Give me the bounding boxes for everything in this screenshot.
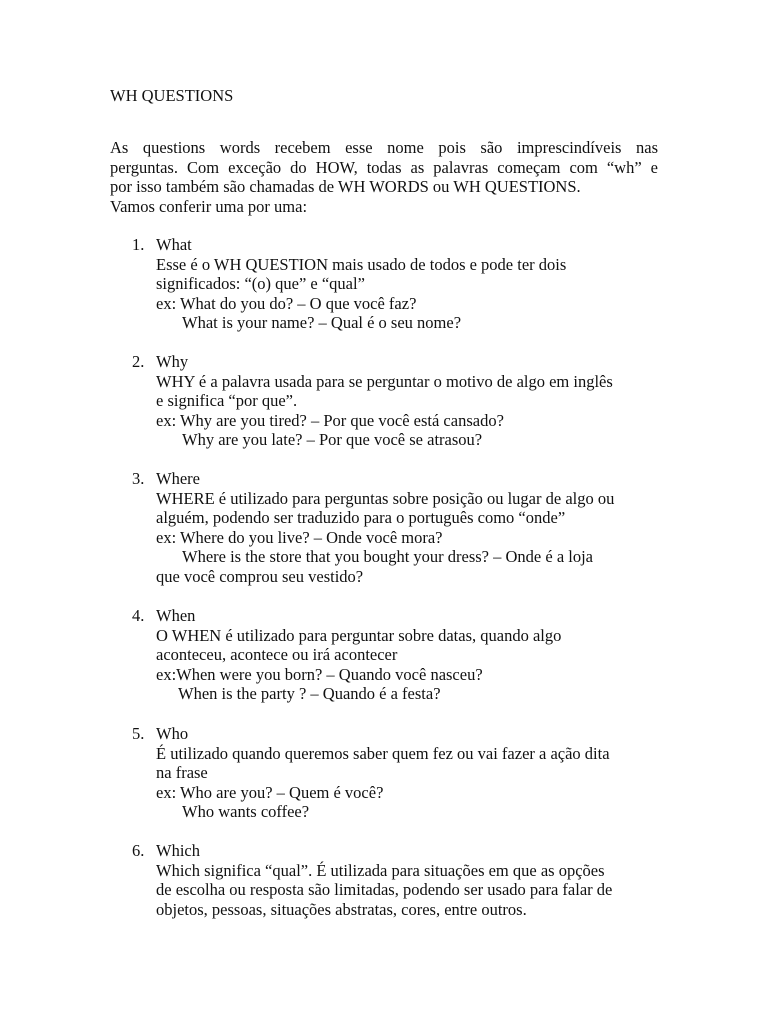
item-example: ex: Who are you? – Quem é você?: [156, 782, 384, 802]
item-line: aconteceu, acontece ou irá acontecer: [156, 645, 398, 665]
list-item-what: [110, 235, 670, 333]
item-example: que você comprou seu vestido?: [156, 566, 364, 586]
item-example: Where is the store that you bought your dress? – Onde é a loja: [182, 547, 594, 567]
list-item-why: [110, 352, 670, 450]
intro-paragraph: [110, 138, 658, 216]
list-item-when: [110, 606, 670, 704]
item-number: 1.: [132, 235, 145, 254]
page-title: WH QUESTIONS: [110, 86, 234, 105]
item-example: ex: What do you do? – O que você faz?: [156, 293, 417, 313]
intro-line: perguntas. Com exceção do HOW, todas as palavras começam com “wh” e: [110, 157, 658, 177]
item-word: Who: [156, 724, 189, 743]
item-number: 6.: [132, 841, 145, 860]
item-line: Esse é o WH QUESTION mais usado de todos e pode ter dois: [156, 254, 567, 274]
item-line: WHY é a palavra usada para se perguntar o motivo de algo em inglês: [156, 371, 613, 391]
list-item-who: [110, 724, 670, 822]
item-line: de escolha ou resposta são limitadas, podendo ser usado para falar de: [156, 880, 613, 900]
item-example: ex: Where do you live? – Onde você mora?: [156, 527, 443, 547]
list-item-where: [110, 469, 670, 587]
item-number: 5.: [132, 724, 145, 743]
item-example: Why are you late? – Por que você se atrasou?: [182, 430, 483, 450]
item-line: O WHEN é utilizado para perguntar sobre datas, quando algo: [156, 625, 562, 645]
intro-line: As questions words recebem esse nome pois são imprescindíveis nas: [110, 138, 658, 157]
item-line: É utilizado quando queremos saber quem fez ou vai fazer a ação dita: [156, 743, 610, 763]
intro-line: por isso também são chamadas de WH WORDS ou WH QUESTIONS.: [110, 177, 581, 197]
item-number: 2.: [132, 352, 145, 371]
item-example: Who wants coffee?: [182, 802, 310, 822]
list-item-which: [110, 841, 670, 919]
item-example: ex:When were you born? – Quando você nasceu?: [156, 664, 483, 684]
item-line: e significa “por que”.: [156, 391, 298, 411]
item-number: 4.: [132, 606, 145, 625]
item-word: What: [156, 235, 192, 254]
item-line: na frase: [156, 763, 208, 783]
item-example: What is your name? – Qual é o seu nome?: [182, 313, 462, 333]
item-line: Which significa “qual”. É utilizada para situações em que as opções: [156, 860, 605, 880]
item-word: Why: [156, 352, 189, 371]
intro-line: Vamos conferir uma por uma:: [110, 196, 308, 216]
item-example: When is the party ? – Quando é a festa?: [178, 684, 441, 704]
item-word: Where: [156, 469, 200, 488]
item-word: When: [156, 606, 196, 625]
item-number: 3.: [132, 469, 145, 488]
item-word: Which: [156, 841, 200, 860]
item-line: significados: “(o) que” e “qual”: [156, 274, 365, 294]
item-line: WHERE é utilizado para perguntas sobre posição ou lugar de algo ou: [156, 488, 615, 508]
item-example: ex: Why are you tired? – Por que você está cansado?: [156, 410, 504, 430]
item-line: alguém, podendo ser traduzido para o português como “onde”: [156, 508, 566, 528]
item-line: objetos, pessoas, situações abstratas, cores, entre outros.: [156, 899, 527, 919]
